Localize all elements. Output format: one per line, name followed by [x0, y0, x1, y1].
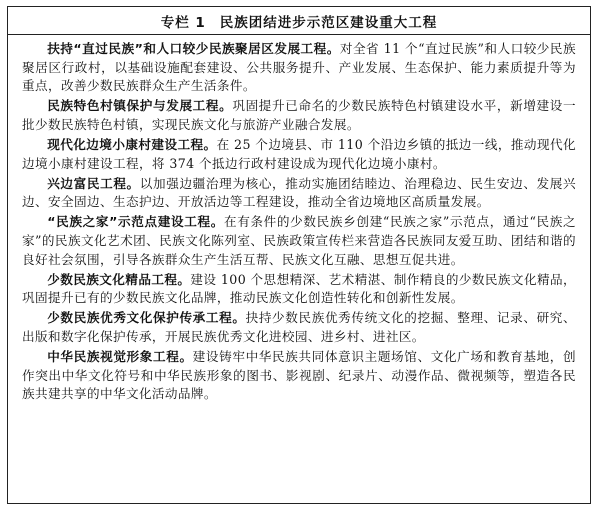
project-text: 巩固提升已命名的少数民族特色村镇建设水平，新增建设一批少数民族特色村镇，实现民族文化与旅游产业融合发展。	[22, 98, 576, 132]
project-title: 少数民族优秀文化保护传承工程。	[47, 310, 246, 326]
project-title: 现代化边境小康村建设工程。	[47, 136, 217, 152]
project-item	[22, 136, 576, 173]
project-item	[22, 175, 576, 212]
project-item	[22, 213, 576, 269]
project-item	[22, 309, 576, 346]
project-item	[22, 97, 576, 134]
project-text: 对全省 11 个“直过民族”和人口较少民族聚居区行政村，以基础设施配套建设、公共服务提升、产业发展、生态保护、能力素质提升等为重点，改善少数民族群众生产生活条件。	[22, 41, 576, 94]
project-title: 中华民族视觉形象工程。	[47, 349, 193, 364]
project-text: 在 25 个边境县、市 110 个沿边乡镇的抵边一线，推动现代化边境小康村建设工程，将 374 个抵边行政村建设成为现代化边境小康村。	[22, 136, 576, 171]
project-title: 扶持“直过民族”和人口较少民族聚居区发展工程。	[47, 41, 340, 56]
project-text: 以加强边疆治理为核心，推动实施团结睦边、治理稳边、民生安边、发展兴边、安全固边、生态护边、开放活边等工程建设，推动全省边境地区高质量发展。	[22, 175, 576, 210]
project-title: “民族之家”示范点建设工程。	[47, 214, 224, 230]
feature-box	[7, 6, 591, 504]
project-text: 抉持少数民族优秀传统文化的挖掘、整理、记录、研究、出版和数字化保护传承，开展民族优秀文化进校园、进乡村、进社区。	[22, 310, 577, 344]
box-title: 民族团结进步示范区建设重大工程	[219, 14, 438, 31]
project-title: 少数民族文化精品工程。	[47, 271, 191, 287]
project-text: 在有条件的少数民族乡创建“民族之家”示范点，通过“民族之家”的民族文化艺术团、民族文化陈列室、民族政策宣传栏来营造各民族同友爱互助、团结和谐的良好社会氛围，引导各族群众生产生活互帮、民族文化互融、思想互促共进。	[22, 214, 577, 267]
box-header	[8, 7, 590, 35]
project-item	[22, 348, 576, 404]
project-item	[22, 40, 576, 96]
project-text: 建设铸牢中华民族共同体意识主题场馆、文化广场和教育基地，创作突出中华文化符号和中华民族形象的图书、影视剧、纪录片、动漫作品、微视频等，塑造各民族共建共享的中华文化活动品牌。	[22, 349, 576, 402]
box-body	[22, 40, 576, 405]
project-item	[22, 271, 576, 308]
project-title: 兴边富民工程。	[47, 175, 140, 191]
project-text: 建设 100 个思想精深、艺术精湛、制作精良的少数民族文化精品，巩固提升已有的少数民族文化品牌，推动民族文化创造性转化和创新性发展。	[22, 271, 576, 306]
project-title: 民族特色村镇保护与发展工程。	[47, 98, 233, 114]
box-label: 专栏 1	[160, 14, 206, 31]
